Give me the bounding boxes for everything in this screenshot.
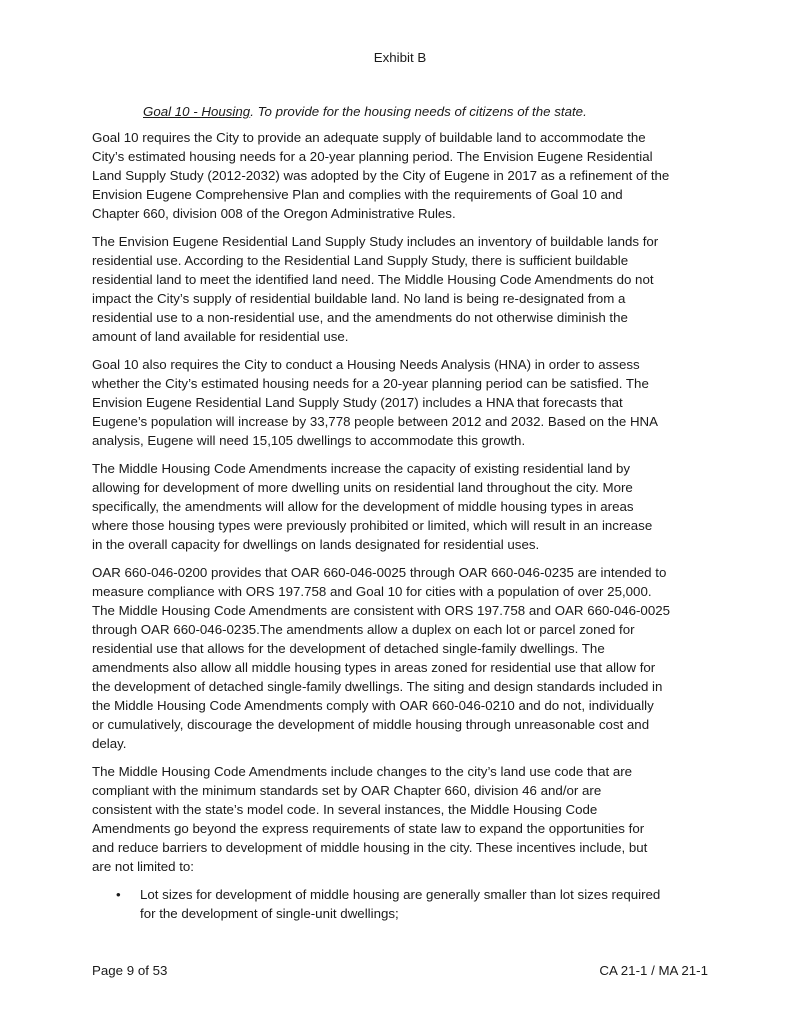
paragraph [92, 232, 712, 346]
text-line: the development of detached single-family dwellings. The siting and design standards included in [92, 679, 663, 694]
text-line: amendments also allow all middle housing types in areas zoned for residential use that allow for [92, 660, 656, 675]
text-line: Envision Eugene Residential Land Supply Study (2017) includes a HNA that forecasts that [92, 395, 623, 410]
text-line: The Envision Eugene Residential Land Supply Study includes an inventory of buildable lands for [92, 234, 659, 249]
text-line: The Middle Housing Code Amendments are consistent with ORS 197.758 and OAR 660-046-0025 [92, 603, 671, 618]
text-line: allowing for development of more dwelling units on residential land throughout the city. More [92, 480, 633, 495]
goal-title: Goal 10 - Housing [143, 104, 251, 119]
text-line: through OAR 660-046-0235.The amendments allow a duplex on each lot or parcel zoned for [92, 622, 635, 637]
case-number: CA 21-1 / MA 21-1 [599, 963, 708, 978]
text-line: City’s estimated housing needs for a 20-year planning period. The Envision Eugene Residential [92, 149, 653, 164]
text-line: amount of land available for residential use. [92, 329, 349, 344]
text-line: Chapter 660, division 008 of the Oregon Administrative Rules. [92, 206, 456, 221]
text-line: Envision Eugene Comprehensive Plan and complies with the requirements of Goal 10 and [92, 187, 623, 202]
text-line: consistent with the state’s model code. In several instances, the Middle Housing Code [92, 802, 598, 817]
page-number: Page 9 of 53 [92, 963, 168, 978]
text-line: Lot sizes for development of middle housing are generally smaller than lot sizes required [140, 887, 661, 902]
text-line: for the development of single-unit dwellings; [140, 906, 399, 921]
text-line: residential use to a non-residential use, and the amendments do not otherwise diminish the [92, 310, 628, 325]
goal-description: . To provide for the housing needs of citizens of the state. [250, 104, 587, 119]
text-line: residential land to meet the identified land need. The Middle Housing Code Amendments do not [92, 272, 654, 287]
text-line: The Middle Housing Code Amendments include changes to the city’s land use code that are [92, 764, 633, 779]
paragraph [92, 355, 712, 450]
text-line: Amendments go beyond the express requirements of state law to expand the opportunities for [92, 821, 645, 836]
text-line: impact the City’s supply of residential buildable land. No land is being re-designated from a [92, 291, 626, 306]
text-line: and reduce barriers to development of middle housing in the city. These incentives include, but [92, 840, 648, 855]
text-line: where those housing types were previously prohibited or limited, which will result in an increase [92, 518, 653, 533]
text-line: residential use. According to the Residential Land Supply Study, there is sufficient buildable [92, 253, 629, 268]
paragraph [92, 128, 712, 223]
text-line: Eugene’s population will increase by 33,778 people between 2012 and 2032. Based on the HNA [92, 414, 659, 429]
text-line: OAR 660-046-0200 provides that OAR 660-046-0025 through OAR 660-046-0235 are intended to [92, 565, 667, 580]
document-body [92, 128, 712, 932]
text-line: specifically, the amendments will allow for the development of middle housing types in areas [92, 499, 634, 514]
text-line: Goal 10 requires the City to provide an adequate supply of buildable land to accommodate the [92, 130, 646, 145]
bullet-item [92, 885, 712, 923]
document-header: Exhibit B [373, 50, 427, 65]
text-line: whether the City’s estimated housing needs for a 20-year planning period can be satisfied. The [92, 376, 649, 391]
text-line: delay. [92, 736, 127, 751]
goal-heading [143, 102, 587, 121]
text-line: or cumulatively, discourage the development of middle housing through unreasonable cost and [92, 717, 650, 732]
paragraph [92, 762, 712, 876]
paragraph [92, 459, 712, 554]
text-line: The Middle Housing Code Amendments increase the capacity of existing residential land by [92, 461, 631, 476]
text-line: analysis, Eugene will need 15,105 dwellings to accommodate this growth. [92, 433, 526, 448]
text-line: Goal 10 also requires the City to conduct a Housing Needs Analysis (HNA) in order to assess [92, 357, 640, 372]
text-line: measure compliance with ORS 197.758 and Goal 10 for cities with a population of over 25,000. [92, 584, 652, 599]
text-line: in the overall capacity for dwellings on lands designated for residential uses. [92, 537, 540, 552]
text-line: compliant with the minimum standards set by OAR Chapter 660, division 46 and/or are [92, 783, 602, 798]
text-line: residential use that allows for the development of detached single-family dwellings. The [92, 641, 605, 656]
paragraph [92, 563, 712, 753]
text-line: the Middle Housing Code Amendments comply with OAR 660-046-0210 and do not, individually [92, 698, 654, 713]
bullet-icon: • [116, 887, 121, 902]
text-line: Land Supply Study (2012-2032) was adopted by the City of Eugene in 2017 as a refinement of the [92, 168, 670, 183]
text-line: are not limited to: [92, 859, 194, 874]
